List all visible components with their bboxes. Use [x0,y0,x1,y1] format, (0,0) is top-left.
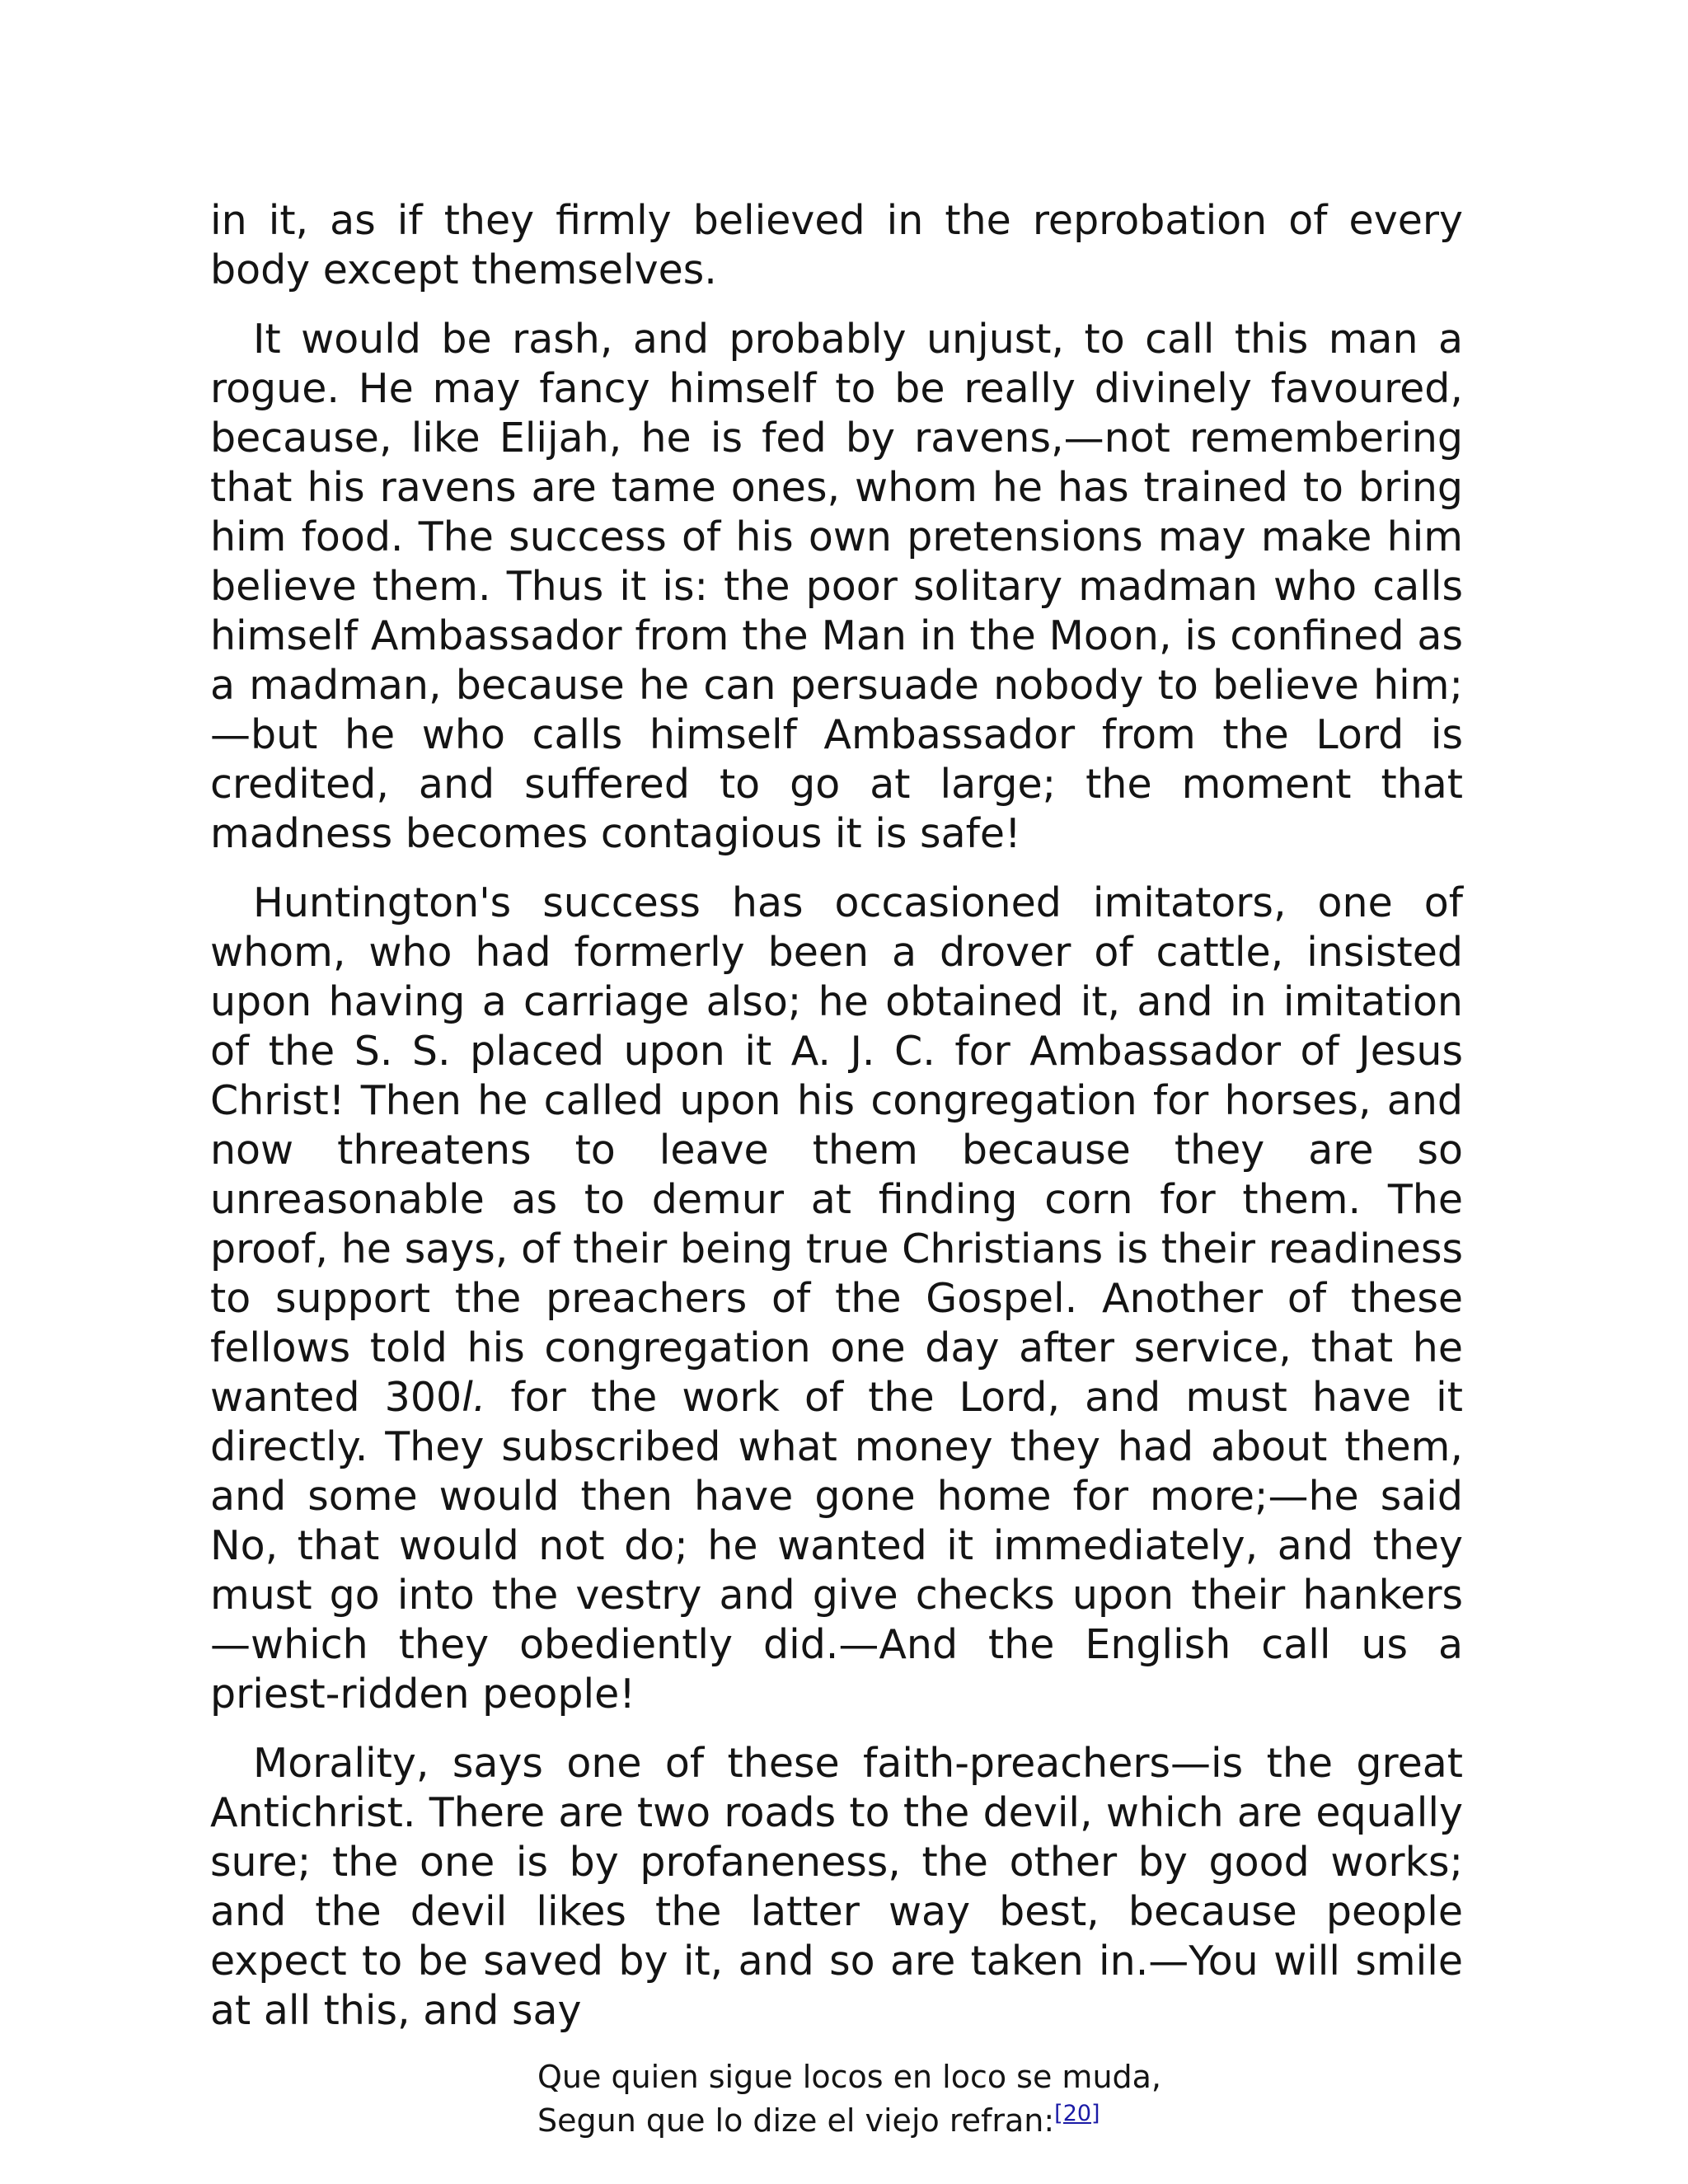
paragraph-1 [210,196,1463,295]
verse-quote [537,2055,1463,2143]
verse-line-1: Que quien sigue locos en loco se muda, [537,2059,1162,2095]
paragraph-4 [210,1739,1463,2036]
body-text [210,196,1463,2036]
paragraph-1-segment-1: in it, as if they firmly believed in the reprobation of every body except themselves. [210,197,1463,293]
verse-line-2-text: Segun que lo dize el viejo refran: [537,2102,1055,2139]
document-page [210,196,1463,2143]
paragraph-4-segment-1: Morality, says one of these faith-preachers—is the great Antichrist. There are two roads to the devil, which are equally sure; the one is by profaneness, the other by good works; and the devil likes the latter way best, because people expect to be saved by it, and so are taken in.—You will smile at all this, and say [210,1740,1463,2034]
paragraph-2-segment-1: It would be rash, and probably unjust, to call this man a rogue. He may fancy himself to be really divinely favoured, because, like Elijah, he is fed by ravens,—not remembering that his ravens are tame ones, whom he has trained to bring him food. The success of his own pretensions may make him believe them. Thus it is: the poor solitary madman who calls himself Ambassador from the Man in the Moon, is confined as a madman, because he can persuade nobody to believe him;—but he who calls himself Ambassador from the Lord is credited, and suffered to go at large; the moment that madness becomes contagious it is safe! [210,316,1463,857]
verse-line-2 [537,2099,1463,2143]
paragraph-3-segment-2: l. [462,1374,486,1421]
paragraph-3 [210,879,1463,1719]
paragraph-3-segment-1: Huntington's success has occasioned imitators, one of whom, who had formerly been a drover of cattle, insisted upon having a carriage also; he obtained it, and in imitation of the S. S. placed upon it A. J. C. for Ambassador of Jesus Christ! Then he called upon his congregation for horses, and now threatens to leave them because they are so unreasonable as to demur at finding corn for them. The proof, he says, of their being true Christians is their readiness to support the preachers of the Gospel. Another of these fellows told his congregation one day after service, that he wanted 300 [210,879,1463,1421]
footnote-link-20[interactable]: [20] [1054,2101,1100,2126]
paragraph-2 [210,315,1463,859]
paragraph-3-segment-3: for the work of the Lord, and must have it directly. They subscribed what money they had about them, and some would then have gone home for more;—he said No, that would not do; he wanted it immediately, and they must go into the vestry and give checks upon their hankers —which they obediently did.—And the English call us a priest-ridden people! [210,1374,1463,1718]
